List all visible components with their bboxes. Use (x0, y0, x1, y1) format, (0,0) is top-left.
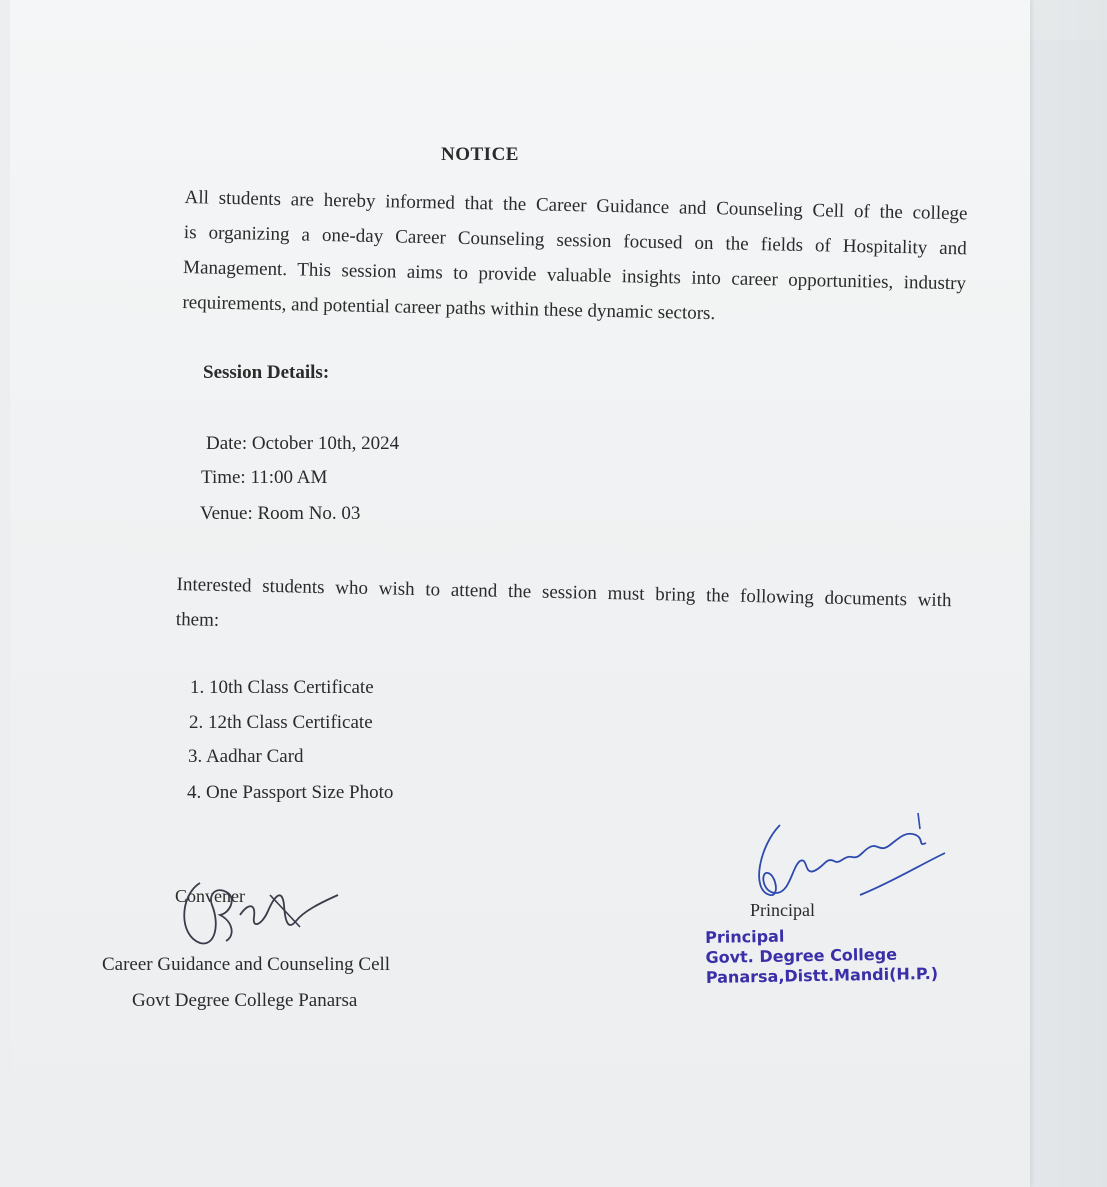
intro-line-1: All students are hereby informed that the Career Guidance and Counseling Cell of the college (184, 186, 968, 225)
convener-college: Govt Degree College Panarsa (132, 990, 358, 1011)
notice-sheet (10, 0, 1030, 1187)
intro-line-2: is organizing a one-day Career Counseling session focused on the fields of Hospitality and (183, 221, 967, 260)
intro-line-3: Management. This session aims to provide valuable insights into career opportunities, industry (182, 256, 967, 295)
document-item: 4. One Passport Size Photo (187, 782, 394, 803)
document-item: 2. 12th Class Certificate (189, 712, 373, 733)
documents-intro-line-2: them: (175, 608, 220, 631)
notice-title: NOTICE (441, 144, 519, 165)
session-time: Time: 11:00 AM (201, 467, 328, 488)
stamp-line: Panarsa,Distt.Mandi(H.P.) (705, 963, 939, 987)
intro-line-4: requirements, and potential career paths within these dynamic sectors. (182, 291, 716, 325)
convener-label: Convener (175, 886, 245, 906)
session-venue: Venue: Room No. 03 (200, 503, 361, 524)
documents-intro-line-1: Interested students who wish to attend the session must bring the following documents with (176, 573, 952, 612)
principal-signature-icon (740, 795, 950, 905)
principal-stamp (705, 924, 938, 988)
intro-paragraph (182, 180, 968, 336)
documents-intro (176, 567, 952, 653)
session-date: Date: October 10th, 2024 (206, 433, 400, 454)
principal-label: Principal (750, 900, 815, 920)
stamp-line: Principal (705, 926, 785, 947)
convener-signature-icon (170, 865, 360, 955)
session-details-heading: Session Details: (203, 362, 330, 383)
convener-cell-name: Career Guidance and Counseling Cell (102, 954, 391, 975)
document-item: 3. Aadhar Card (188, 746, 304, 767)
stamp-line: Govt. Degree College (705, 944, 898, 967)
underlying-page (1025, 40, 1107, 1187)
document-item: 1. 10th Class Certificate (190, 677, 374, 698)
